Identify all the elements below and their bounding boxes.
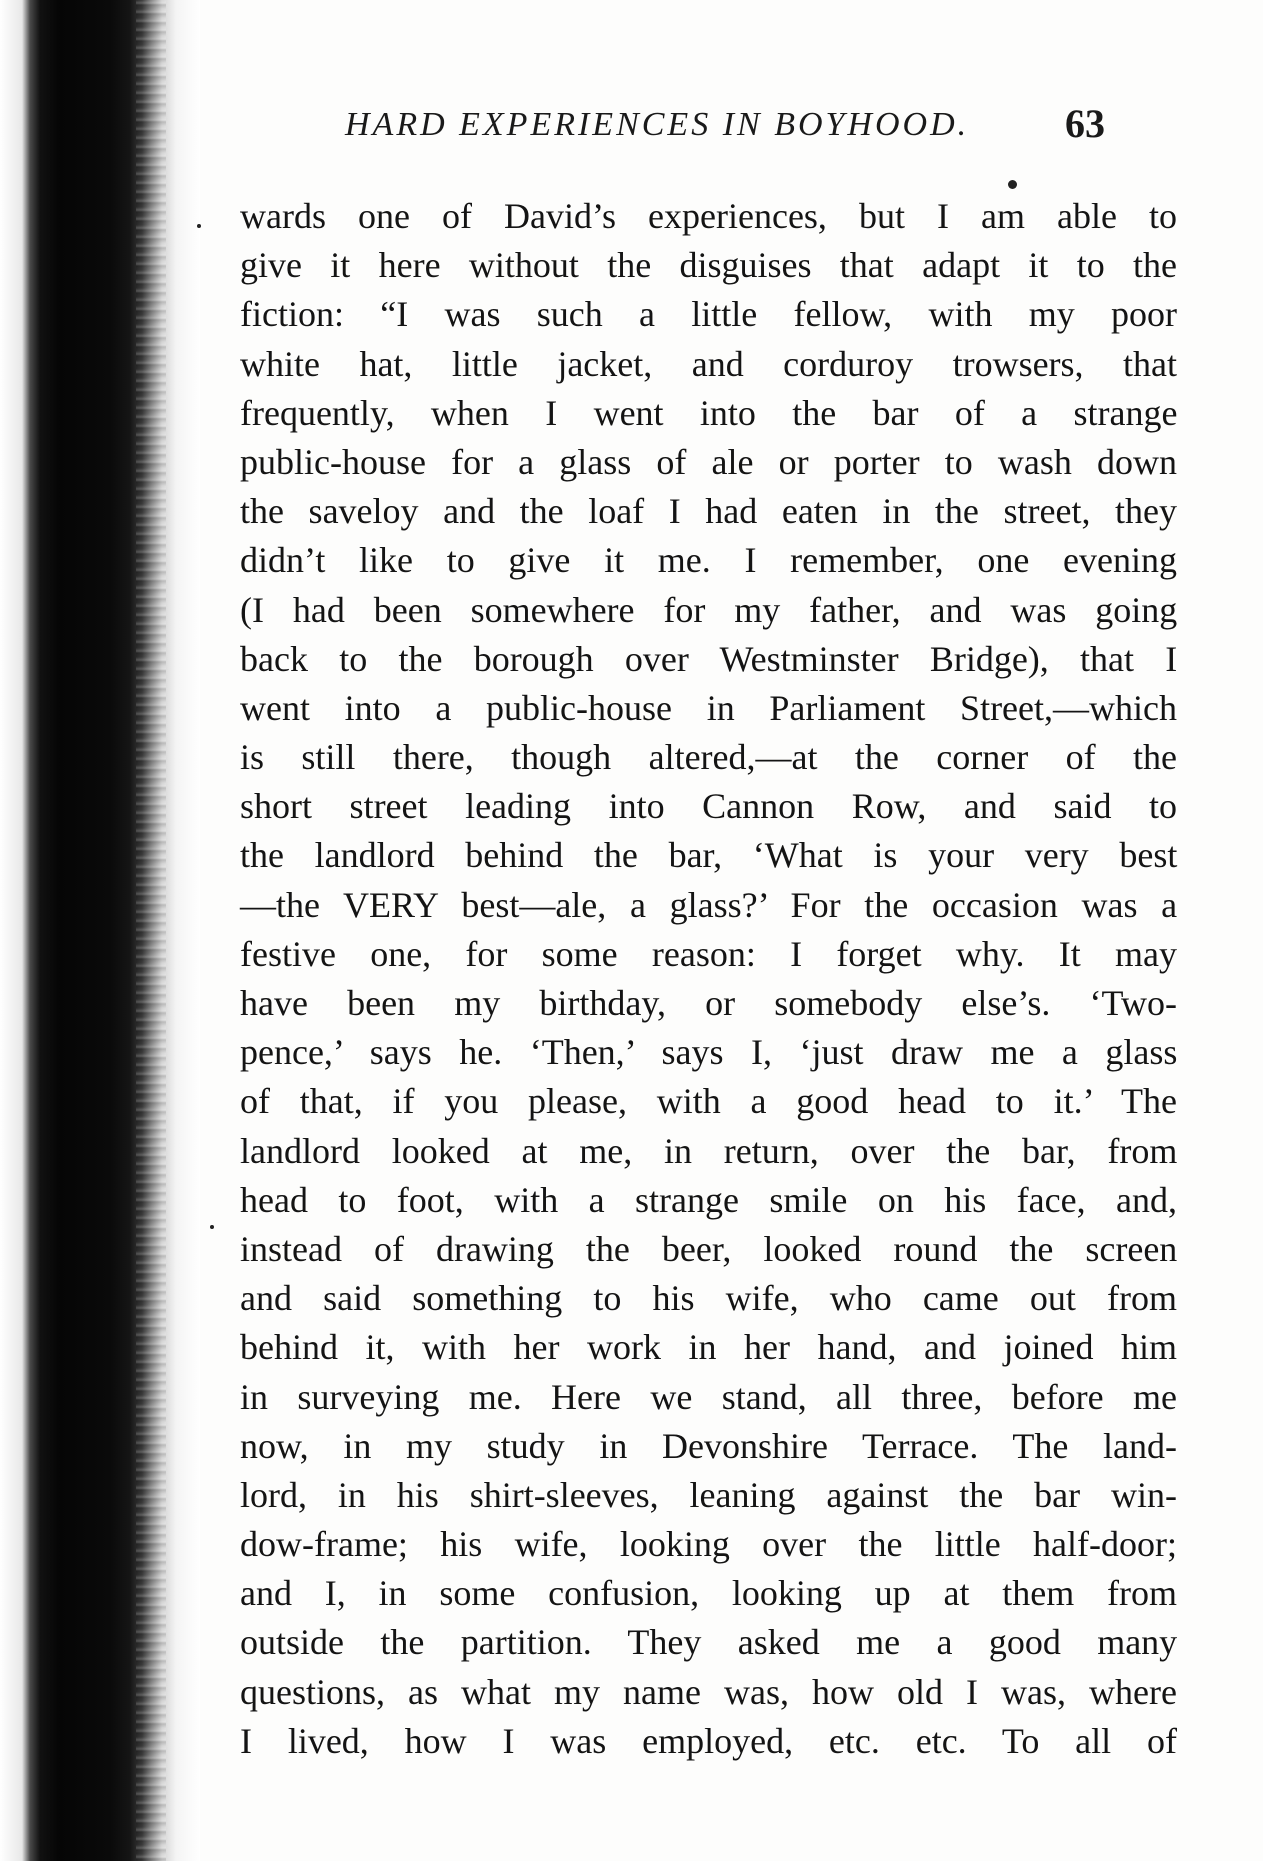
text-line: public-house for a glass of ale or porter to wash down xyxy=(240,441,1177,482)
text-line: (I had been somewhere for my father, and was going xyxy=(240,589,1178,630)
text-line: festive one, for some reason: I forget why. It may xyxy=(240,933,1177,974)
text-line: outside the partition. They asked me a good many xyxy=(240,1622,1178,1663)
text-line: back to the borough over Westminster Bridge), that I xyxy=(240,638,1178,679)
binding-edge-shadow xyxy=(0,0,200,1861)
text-line: and I, in some confusion, looking up at them from xyxy=(240,1573,1177,1614)
text-line: lord, in his shirt-sleeves, leaning against the bar win- xyxy=(240,1474,1177,1515)
running-head-title: HARD EXPERIENCES IN BOYHOOD. xyxy=(345,106,970,143)
text-line: —the VERY best—ale, a glass?’ For the occasion was a xyxy=(240,884,1178,925)
text-line: short street leading into Cannon Row, and said to xyxy=(240,786,1177,827)
text-line: fiction: “I was such a little fellow, with my poor xyxy=(240,294,1177,335)
text-line: and said something to his wife, who came out from xyxy=(240,1278,1177,1319)
text-line: the landlord behind the bar, ‘What is your very best xyxy=(240,835,1178,876)
text-line: frequently, when I went into the bar of a strange xyxy=(240,392,1178,433)
text-line: of that, if you please, with a good head to it.’ The xyxy=(240,1081,1177,1122)
text-line: went into a public-house in Parliament Street,—which xyxy=(240,687,1177,728)
text-line: head to foot, with a strange smile on his face, and, xyxy=(240,1179,1177,1220)
text-line: instead of drawing the beer, looked round the screen xyxy=(240,1228,1178,1269)
text-line: behind it, with her work in her hand, and joined him xyxy=(240,1327,1177,1368)
ink-speck xyxy=(1008,180,1017,189)
text-line: now, in my study in Devonshire Terrace. The land- xyxy=(240,1425,1177,1466)
text-line: pence,’ says he. ‘Then,’ says I, ‘just draw me a glass xyxy=(240,1032,1178,1073)
running-head xyxy=(345,100,1105,160)
text-line: I lived, how I was employed, etc. etc. To all of xyxy=(240,1720,1177,1761)
text-line: the saveloy and the loaf I had eaten in the street, they xyxy=(240,491,1177,532)
text-line: is still there, though altered,—at the corner of the xyxy=(240,737,1177,778)
text-line: questions, as what my name was, how old I was, where xyxy=(240,1671,1177,1712)
margin-speck xyxy=(197,224,201,228)
text-line: have been my birthday, or somebody else’s. ‘Two- xyxy=(240,983,1177,1023)
text-line: landlord looked at me, in return, over the bar, from xyxy=(240,1130,1178,1171)
margin-speck xyxy=(210,1225,214,1229)
text-line: didn’t like to give it me. I remember, one evening xyxy=(240,540,1177,581)
binding-edge-speckle xyxy=(136,0,166,1861)
text-line: give it here without the disguises that adapt it to the xyxy=(240,245,1177,286)
text-line: dow-frame; his wife, looking over the little half-door; xyxy=(240,1524,1177,1565)
text-line: in surveying me. Here we stand, all three, before me xyxy=(240,1376,1177,1417)
text-line: white hat, little jacket, and corduroy trowsers, that xyxy=(240,343,1177,384)
body-text xyxy=(240,192,1177,1766)
text-line: wards one of David’s experiences, but I am able to xyxy=(240,196,1177,236)
page-number: 63 xyxy=(1065,101,1105,146)
